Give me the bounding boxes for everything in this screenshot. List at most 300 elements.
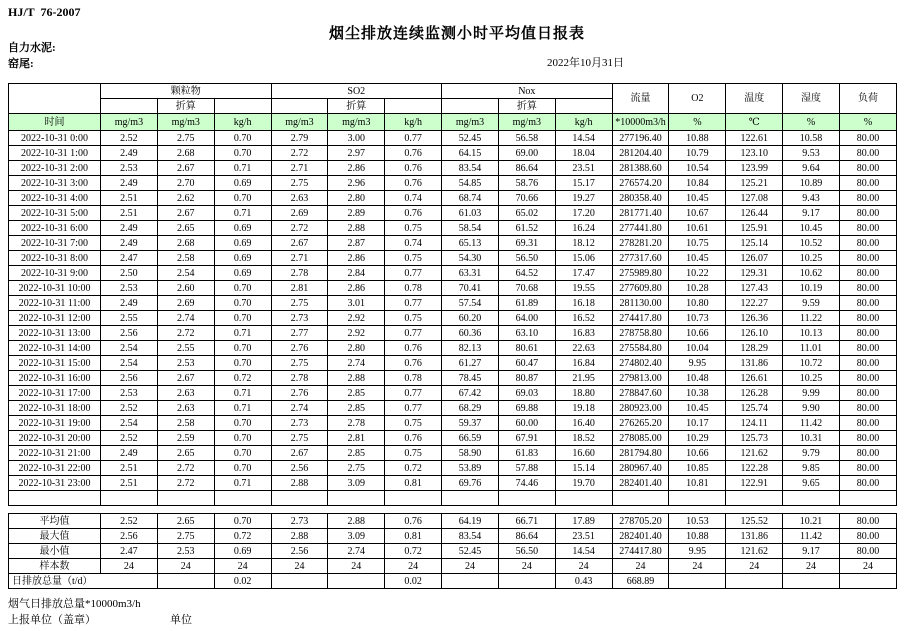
o2-header: O2 <box>669 84 726 114</box>
empty-cell <box>9 491 101 506</box>
value-cell: 83.54 <box>442 161 499 176</box>
value-cell: 67.42 <box>442 386 499 401</box>
summary-value-cell: 0.02 <box>385 574 442 589</box>
value-cell: 2.89 <box>328 206 385 221</box>
summary-value-cell: 64.19 <box>442 514 499 529</box>
table-row <box>9 386 897 401</box>
value-cell: 10.48 <box>669 371 726 386</box>
value-cell: 61.27 <box>442 356 499 371</box>
nox-converted-header: 折算 <box>498 99 555 114</box>
value-cell: 9.90 <box>783 401 840 416</box>
value-cell: 80.00 <box>839 311 896 326</box>
value-cell: 275584.80 <box>612 341 669 356</box>
summary-value-cell: 2.75 <box>157 529 214 544</box>
value-cell: 129.31 <box>726 266 783 281</box>
value-cell: 10.66 <box>669 326 726 341</box>
unit-header-cell: kg/h <box>214 114 271 131</box>
value-cell: 2.77 <box>271 326 328 341</box>
table-row <box>9 431 897 446</box>
value-cell: 2.76 <box>271 386 328 401</box>
value-cell: 54.85 <box>442 176 499 191</box>
value-cell: 2.55 <box>101 311 158 326</box>
table-row <box>9 461 897 476</box>
summary-value-cell: 17.89 <box>555 514 612 529</box>
value-cell: 10.88 <box>669 131 726 146</box>
value-cell: 2.80 <box>328 341 385 356</box>
value-cell: 10.89 <box>783 176 840 191</box>
value-cell: 82.13 <box>442 341 499 356</box>
value-cell: 69.03 <box>498 386 555 401</box>
value-cell: 80.00 <box>839 191 896 206</box>
value-cell: 2.85 <box>328 401 385 416</box>
value-cell: 0.70 <box>214 431 271 446</box>
value-cell: 2.70 <box>157 176 214 191</box>
value-cell: 277609.80 <box>612 281 669 296</box>
summary-value-cell: 80.00 <box>839 529 896 544</box>
value-cell: 275989.80 <box>612 266 669 281</box>
value-cell: 10.62 <box>783 266 840 281</box>
value-cell: 3.09 <box>328 476 385 491</box>
value-cell: 10.17 <box>669 416 726 431</box>
summary-value-cell: 668.89 <box>612 574 669 589</box>
value-cell: 80.00 <box>839 386 896 401</box>
table-row <box>9 146 897 161</box>
summary-value-cell: 66.71 <box>498 514 555 529</box>
time-cell: 2022-10-31 13:00 <box>9 326 101 341</box>
summary-value-cell: 125.52 <box>726 514 783 529</box>
value-cell: 10.25 <box>783 251 840 266</box>
value-cell: 2.88 <box>271 476 328 491</box>
value-cell: 0.71 <box>214 206 271 221</box>
summary-value-cell: 83.54 <box>442 529 499 544</box>
value-cell: 80.00 <box>839 266 896 281</box>
empty-cell <box>385 491 442 506</box>
summary-value-cell <box>498 574 555 589</box>
value-cell: 2.75 <box>271 296 328 311</box>
value-cell: 277441.80 <box>612 221 669 236</box>
value-cell: 278758.80 <box>612 326 669 341</box>
value-cell: 2.49 <box>101 176 158 191</box>
summary-value-cell: 0.76 <box>385 514 442 529</box>
table-row <box>9 416 897 431</box>
summary-value-cell <box>783 574 840 589</box>
unit-header-cell: kg/h <box>385 114 442 131</box>
value-cell: 2.74 <box>328 356 385 371</box>
value-cell: 2.74 <box>271 401 328 416</box>
value-cell: 128.29 <box>726 341 783 356</box>
value-cell: 69.00 <box>498 146 555 161</box>
value-cell: 78.45 <box>442 371 499 386</box>
table-row <box>9 206 897 221</box>
value-cell: 2.51 <box>101 206 158 221</box>
value-cell: 2.73 <box>271 416 328 431</box>
value-cell: 281130.00 <box>612 296 669 311</box>
blank-header-cell <box>385 99 442 114</box>
value-cell: 2.52 <box>101 131 158 146</box>
value-cell: 0.76 <box>385 206 442 221</box>
value-cell: 2.53 <box>101 161 158 176</box>
value-cell: 53.89 <box>442 461 499 476</box>
value-cell: 0.74 <box>385 191 442 206</box>
summary-value-cell: 10.88 <box>669 529 726 544</box>
value-cell: 61.83 <box>498 446 555 461</box>
time-cell: 2022-10-31 11:00 <box>9 296 101 311</box>
value-cell: 80.00 <box>839 326 896 341</box>
value-cell: 2.47 <box>101 251 158 266</box>
summary-value-cell: 24 <box>612 559 669 574</box>
value-cell: 2.63 <box>157 401 214 416</box>
value-cell: 69.88 <box>498 401 555 416</box>
summary-value-cell: 24 <box>839 559 896 574</box>
value-cell: 10.72 <box>783 356 840 371</box>
value-cell: 126.28 <box>726 386 783 401</box>
table-row <box>9 266 897 281</box>
unit-header-cell: mg/m3 <box>498 114 555 131</box>
value-cell: 2.75 <box>271 176 328 191</box>
value-cell: 0.75 <box>385 221 442 236</box>
value-cell: 2.54 <box>101 416 158 431</box>
summary-value-cell: 24 <box>328 559 385 574</box>
value-cell: 2.72 <box>157 461 214 476</box>
load-header: 负荷 <box>839 84 896 114</box>
value-cell: 2.92 <box>328 311 385 326</box>
value-cell: 11.22 <box>783 311 840 326</box>
table-row <box>9 221 897 236</box>
value-cell: 2.53 <box>101 281 158 296</box>
time-cell: 2022-10-31 2:00 <box>9 161 101 176</box>
summary-body <box>9 514 897 589</box>
summary-value-cell: 121.62 <box>726 544 783 559</box>
value-cell: 17.20 <box>555 206 612 221</box>
value-cell: 2.65 <box>157 446 214 461</box>
value-cell: 9.64 <box>783 161 840 176</box>
value-cell: 80.00 <box>839 461 896 476</box>
value-cell: 10.61 <box>669 221 726 236</box>
summary-row <box>9 559 897 574</box>
empty-cell <box>157 491 214 506</box>
summary-value-cell <box>442 574 499 589</box>
table-row <box>9 476 897 491</box>
summary-value-cell: 131.86 <box>726 529 783 544</box>
value-cell: 276574.20 <box>612 176 669 191</box>
summary-value-cell: 274417.80 <box>612 544 669 559</box>
value-cell: 0.76 <box>385 146 442 161</box>
value-cell: 10.45 <box>669 191 726 206</box>
value-cell: 0.70 <box>214 461 271 476</box>
summary-row <box>9 574 897 589</box>
value-cell: 0.70 <box>214 131 271 146</box>
summary-value-cell: 24 <box>726 559 783 574</box>
summary-value-cell: 0.72 <box>214 529 271 544</box>
value-cell: 2.86 <box>328 161 385 176</box>
value-cell: 64.00 <box>498 311 555 326</box>
value-cell: 2.58 <box>157 251 214 266</box>
value-cell: 0.77 <box>385 266 442 281</box>
time-cell: 2022-10-31 22:00 <box>9 461 101 476</box>
summary-value-cell: 2.74 <box>328 544 385 559</box>
value-cell: 2.75 <box>328 461 385 476</box>
value-cell: 16.84 <box>555 356 612 371</box>
table-row <box>9 296 897 311</box>
time-cell: 2022-10-31 19:00 <box>9 416 101 431</box>
value-cell: 18.80 <box>555 386 612 401</box>
table-row <box>9 326 897 341</box>
value-cell: 11.01 <box>783 341 840 356</box>
value-cell: 70.68 <box>498 281 555 296</box>
value-cell: 10.54 <box>669 161 726 176</box>
value-cell: 2.68 <box>157 236 214 251</box>
unit-header-cell: mg/m3 <box>328 114 385 131</box>
value-cell: 2.75 <box>157 131 214 146</box>
empty-cell <box>726 491 783 506</box>
time-cell: 2022-10-31 15:00 <box>9 356 101 371</box>
value-cell: 64.15 <box>442 146 499 161</box>
value-cell: 126.36 <box>726 311 783 326</box>
value-cell: 2.49 <box>101 296 158 311</box>
time-cell: 2022-10-31 0:00 <box>9 131 101 146</box>
value-cell: 2.49 <box>101 236 158 251</box>
value-cell: 10.73 <box>669 311 726 326</box>
value-cell: 125.73 <box>726 431 783 446</box>
value-cell: 9.85 <box>783 461 840 476</box>
value-cell: 0.78 <box>385 281 442 296</box>
value-cell: 80.00 <box>839 236 896 251</box>
value-cell: 279813.00 <box>612 371 669 386</box>
value-cell: 80.00 <box>839 356 896 371</box>
value-cell: 15.17 <box>555 176 612 191</box>
value-cell: 123.99 <box>726 161 783 176</box>
table-row <box>9 356 897 371</box>
value-cell: 281794.80 <box>612 446 669 461</box>
time-cell: 2022-10-31 1:00 <box>9 146 101 161</box>
value-cell: 0.71 <box>214 401 271 416</box>
value-cell: 0.70 <box>214 281 271 296</box>
value-cell: 10.29 <box>669 431 726 446</box>
value-cell: 2.68 <box>157 146 214 161</box>
empty-cell <box>101 491 158 506</box>
summary-table <box>8 513 897 589</box>
summary-value-cell: 278705.20 <box>612 514 669 529</box>
summary-value-cell: 9.95 <box>669 544 726 559</box>
table-row <box>9 341 897 356</box>
value-cell: 2.62 <box>157 191 214 206</box>
value-cell: 0.70 <box>214 296 271 311</box>
value-cell: 9.79 <box>783 446 840 461</box>
time-cell: 2022-10-31 6:00 <box>9 221 101 236</box>
value-cell: 22.63 <box>555 341 612 356</box>
summary-value-cell: 2.88 <box>271 529 328 544</box>
time-cell: 2022-10-31 17:00 <box>9 386 101 401</box>
summary-value-cell: 2.65 <box>157 514 214 529</box>
value-cell: 0.71 <box>214 476 271 491</box>
value-cell: 2.67 <box>271 236 328 251</box>
value-cell: 2.72 <box>271 221 328 236</box>
summary-value-cell: 9.17 <box>783 544 840 559</box>
value-cell: 16.83 <box>555 326 612 341</box>
value-cell: 2.56 <box>101 326 158 341</box>
value-cell: 2.49 <box>101 221 158 236</box>
value-cell: 2.84 <box>328 266 385 281</box>
value-cell: 10.67 <box>669 206 726 221</box>
summary-label-cell: 最小值 <box>9 544 101 559</box>
value-cell: 2.60 <box>157 281 214 296</box>
value-cell: 10.45 <box>669 401 726 416</box>
empty-cell <box>442 491 499 506</box>
value-cell: 281388.60 <box>612 161 669 176</box>
value-cell: 60.47 <box>498 356 555 371</box>
summary-value-cell: 24 <box>214 559 271 574</box>
value-cell: 122.28 <box>726 461 783 476</box>
summary-value-cell: 0.81 <box>385 529 442 544</box>
value-cell: 0.76 <box>385 431 442 446</box>
unit-header-cell: % <box>839 114 896 131</box>
value-cell: 2.81 <box>328 431 385 446</box>
standard-code: HJ/T 76-2007 <box>8 5 81 19</box>
company-label: 自力水泥: <box>8 42 56 54</box>
value-cell: 2.75 <box>271 356 328 371</box>
value-cell: 2.53 <box>101 386 158 401</box>
empty-cell <box>555 491 612 506</box>
value-cell: 80.00 <box>839 146 896 161</box>
value-cell: 2.80 <box>328 191 385 206</box>
value-cell: 3.01 <box>328 296 385 311</box>
value-cell: 280967.40 <box>612 461 669 476</box>
value-cell: 0.78 <box>385 371 442 386</box>
value-cell: 2.53 <box>157 356 214 371</box>
value-cell: 0.77 <box>385 386 442 401</box>
value-cell: 2.51 <box>101 191 158 206</box>
time-cell: 2022-10-31 21:00 <box>9 446 101 461</box>
value-cell: 0.75 <box>385 446 442 461</box>
value-cell: 2.81 <box>271 281 328 296</box>
summary-value-cell: 56.50 <box>498 544 555 559</box>
value-cell: 2.54 <box>101 341 158 356</box>
blank-header-cell <box>101 99 158 114</box>
value-cell: 124.11 <box>726 416 783 431</box>
value-cell: 127.43 <box>726 281 783 296</box>
value-cell: 63.31 <box>442 266 499 281</box>
summary-value-cell <box>839 574 896 589</box>
blank-header-cell <box>271 99 328 114</box>
value-cell: 10.19 <box>783 281 840 296</box>
value-cell: 122.27 <box>726 296 783 311</box>
report-date: 2022年10月31日 <box>547 57 624 69</box>
value-cell: 2.52 <box>101 431 158 446</box>
value-cell: 67.91 <box>498 431 555 446</box>
value-cell: 10.58 <box>783 131 840 146</box>
summary-row <box>9 529 897 544</box>
value-cell: 0.69 <box>214 221 271 236</box>
unit-header-cell: mg/m3 <box>442 114 499 131</box>
unit-header-cell: mg/m3 <box>101 114 158 131</box>
so2-group-header: SO2 <box>271 84 442 99</box>
value-cell: 80.00 <box>839 251 896 266</box>
time-cell: 2022-10-31 20:00 <box>9 431 101 446</box>
table-row <box>9 131 897 146</box>
value-cell: 16.52 <box>555 311 612 326</box>
pm-group-header: 颗粒物 <box>101 84 272 99</box>
value-cell: 58.76 <box>498 176 555 191</box>
value-cell: 2.56 <box>101 371 158 386</box>
value-cell: 57.54 <box>442 296 499 311</box>
value-cell: 19.18 <box>555 401 612 416</box>
value-cell: 0.77 <box>385 326 442 341</box>
value-cell: 0.75 <box>385 311 442 326</box>
time-cell: 2022-10-31 9:00 <box>9 266 101 281</box>
value-cell: 2.75 <box>271 431 328 446</box>
empty-cell <box>669 491 726 506</box>
value-cell: 0.70 <box>214 311 271 326</box>
value-cell: 2.78 <box>271 266 328 281</box>
summary-value-cell: 10.53 <box>669 514 726 529</box>
value-cell: 80.00 <box>839 296 896 311</box>
summary-value-cell: 10.21 <box>783 514 840 529</box>
hourly-body <box>9 84 897 506</box>
value-cell: 2.49 <box>101 446 158 461</box>
value-cell: 57.88 <box>498 461 555 476</box>
value-cell: 0.72 <box>385 461 442 476</box>
summary-value-cell: 24 <box>385 559 442 574</box>
value-cell: 16.24 <box>555 221 612 236</box>
value-cell: 2.67 <box>157 206 214 221</box>
value-cell: 66.59 <box>442 431 499 446</box>
table-row <box>9 176 897 191</box>
summary-value-cell: 14.54 <box>555 544 612 559</box>
unit-header-cell: mg/m3 <box>271 114 328 131</box>
unit-header-cell: mg/m3 <box>157 114 214 131</box>
value-cell: 2.78 <box>271 371 328 386</box>
summary-value-cell: 80.00 <box>839 544 896 559</box>
value-cell: 10.85 <box>669 461 726 476</box>
summary-value-cell: 0.43 <box>555 574 612 589</box>
value-cell: 10.52 <box>783 236 840 251</box>
summary-value-cell: 2.53 <box>157 544 214 559</box>
summary-label-cell: 最大值 <box>9 529 101 544</box>
value-cell: 10.04 <box>669 341 726 356</box>
summary-value-cell: 2.88 <box>328 514 385 529</box>
blank-header-cell <box>555 99 612 114</box>
value-cell: 80.00 <box>839 341 896 356</box>
value-cell: 68.74 <box>442 191 499 206</box>
value-cell: 56.58 <box>498 131 555 146</box>
empty-cell <box>839 491 896 506</box>
flue-gas-daily-total-label: 烟气日排放总量*10000m3/h <box>8 598 141 610</box>
value-cell: 0.70 <box>214 341 271 356</box>
blank-header-cell <box>442 99 499 114</box>
value-cell: 15.06 <box>555 251 612 266</box>
value-cell: 16.40 <box>555 416 612 431</box>
value-cell: 80.87 <box>498 371 555 386</box>
value-cell: 0.76 <box>385 176 442 191</box>
time-cell: 2022-10-31 23:00 <box>9 476 101 491</box>
unit-header-cell: *10000m3/h <box>612 114 669 131</box>
value-cell: 126.07 <box>726 251 783 266</box>
time-cell: 2022-10-31 14:00 <box>9 341 101 356</box>
summary-value-cell <box>157 574 214 589</box>
value-cell: 80.00 <box>839 221 896 236</box>
value-cell: 10.84 <box>669 176 726 191</box>
summary-value-cell: 23.51 <box>555 529 612 544</box>
value-cell: 80.00 <box>839 431 896 446</box>
value-cell: 2.92 <box>328 326 385 341</box>
summary-row <box>9 514 897 529</box>
value-cell: 122.91 <box>726 476 783 491</box>
table-row <box>9 446 897 461</box>
value-cell: 10.66 <box>669 446 726 461</box>
value-cell: 2.79 <box>271 131 328 146</box>
value-cell: 274802.40 <box>612 356 669 371</box>
value-cell: 127.08 <box>726 191 783 206</box>
